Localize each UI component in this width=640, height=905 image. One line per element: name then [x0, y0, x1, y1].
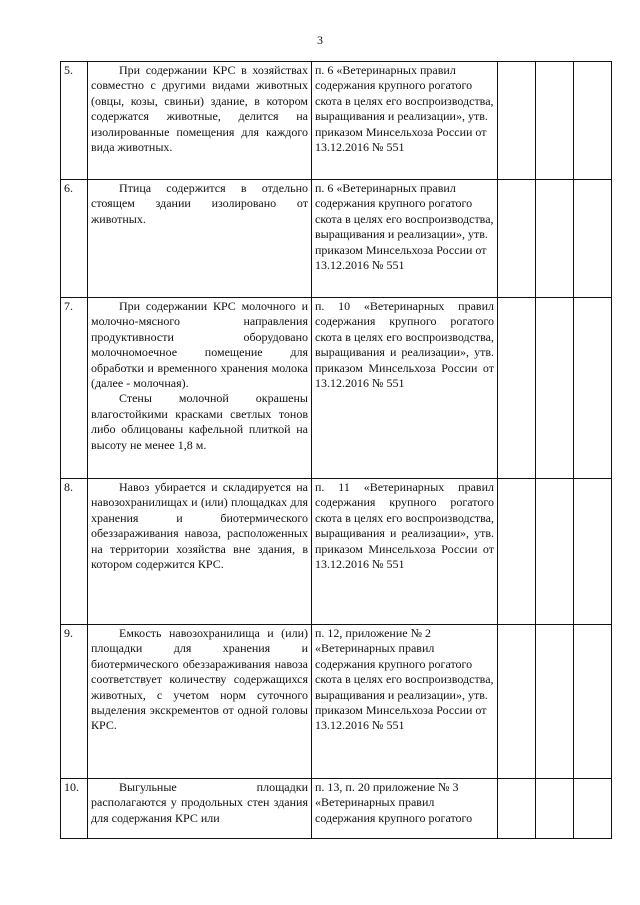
- row-number: 8.: [61, 479, 88, 625]
- table-row: [61, 298, 612, 479]
- reference-text: п. 10 «Ветеринарных правил содержания крупного рогатого скота в целях его воспроизводства, выращивания и реализации», утв. приказом Минсельхоза России от 13.12.2016 № 551: [315, 299, 494, 391]
- answer-cell-na[interactable]: [574, 298, 612, 479]
- reference-cell: [312, 779, 498, 839]
- requirement-cell: [88, 779, 312, 839]
- answer-cell-na[interactable]: [574, 779, 612, 839]
- answer-cell-yes[interactable]: [498, 625, 536, 779]
- row-number: 7.: [61, 298, 88, 479]
- requirement-text: Выгульные площадки располагаются у продольных стен здания для содержания КРС или: [91, 780, 308, 825]
- table-row: [61, 479, 612, 625]
- answer-cell-na[interactable]: [574, 479, 612, 625]
- answer-cell-yes[interactable]: [498, 479, 536, 625]
- answer-cell-no[interactable]: [536, 298, 574, 479]
- answer-cell-yes[interactable]: [498, 180, 536, 298]
- requirement-text: При содержании КРС молочного и молочно-мясного направления продуктивности оборудовано молочномоечное помещение для обработки и временного хранения молока (далее - молочная).: [91, 299, 308, 391]
- table-row: [61, 62, 612, 180]
- table-row: [61, 180, 612, 298]
- requirement-text: Птица содержится в отдельно стоящем здании изолировано от животных.: [91, 181, 308, 226]
- answer-cell-no[interactable]: [536, 625, 574, 779]
- requirement-cell: [88, 298, 312, 479]
- answer-cell-no[interactable]: [536, 180, 574, 298]
- requirement-text: Навоз убирается и складируется на навозохранилищах и (или) площадках для хранения и биотермического обеззараживания навоза, расположенных на территории хозяйства вне здания, в котором содержится КРС.: [91, 480, 308, 572]
- reference-text: п. 13, п. 20 приложение № 3 «Ветеринарных правил содержания крупного рогатого: [315, 780, 473, 825]
- page-number: 3: [317, 33, 323, 47]
- answer-cell-na[interactable]: [574, 625, 612, 779]
- answer-cell-yes[interactable]: [498, 779, 536, 839]
- row-number: 9.: [61, 625, 88, 779]
- answer-cell-yes[interactable]: [498, 62, 536, 180]
- reference-text: п. 6 «Ветеринарных правил содержания крупного рогатого скота в целях его воспроизводства, выращивания и реализации», утв. приказом Минсельхоза России от 13.12.2016 № 551: [315, 63, 494, 155]
- table-row: [61, 779, 612, 839]
- answer-cell-no[interactable]: [536, 779, 574, 839]
- reference-text: п. 12, приложение № 2 «Ветеринарных правил содержания крупного рогатого скота в целях его воспроизводства, выращивания и реализации», утв. приказом Минсельхоза России от 13.12.2016 № 551: [315, 626, 494, 733]
- reference-cell: [312, 180, 498, 298]
- requirement-text: При содержании КРС в хозяйствах совместно с другими видами животных (овцы, козы, свиньи) здание, в котором содержатся животные, делится на изолированные помещения для каждого вида животных.: [91, 63, 308, 155]
- answer-cell-na[interactable]: [574, 62, 612, 180]
- row-number: 6.: [61, 180, 88, 298]
- requirement-text: Емкость навозохранилища и (или) площадки для хранения и биотермического обеззараживания навоза соответствует количеству содержащихся животных, с учетом норм суточного выделения экскрементов от одной головы КРС.: [91, 626, 308, 733]
- requirement-cell: [88, 625, 312, 779]
- reference-text: п. 6 «Ветеринарных правил содержания крупного рогатого скота в целях его воспроизводства, выращивания и реализации», утв. приказом Минсельхоза России от 13.12.2016 № 551: [315, 181, 494, 273]
- reference-text: п. 11 «Ветеринарных правил содержания крупного рогатого скота в целях его воспроизводства, выращивания и реализации», утв. приказом Минсельхоза России от 13.12.2016 № 551: [315, 480, 494, 572]
- reference-cell: [312, 62, 498, 180]
- reference-cell: [312, 298, 498, 479]
- answer-cell-na[interactable]: [574, 180, 612, 298]
- answer-cell-no[interactable]: [536, 479, 574, 625]
- requirement-text: Стены молочной окрашены влагостойкими красками светлых тонов либо облицованы кафельной плиткой на высоту не менее 1,8 м.: [91, 391, 308, 452]
- reference-cell: [312, 625, 498, 779]
- table-row: [61, 625, 612, 779]
- row-number: 10.: [61, 779, 88, 839]
- requirement-cell: [88, 479, 312, 625]
- row-number: 5.: [61, 62, 88, 180]
- requirement-cell: [88, 180, 312, 298]
- reference-cell: [312, 479, 498, 625]
- requirement-cell: [88, 62, 312, 180]
- answer-cell-no[interactable]: [536, 62, 574, 180]
- answer-cell-yes[interactable]: [498, 298, 536, 479]
- checklist-table: [60, 61, 612, 839]
